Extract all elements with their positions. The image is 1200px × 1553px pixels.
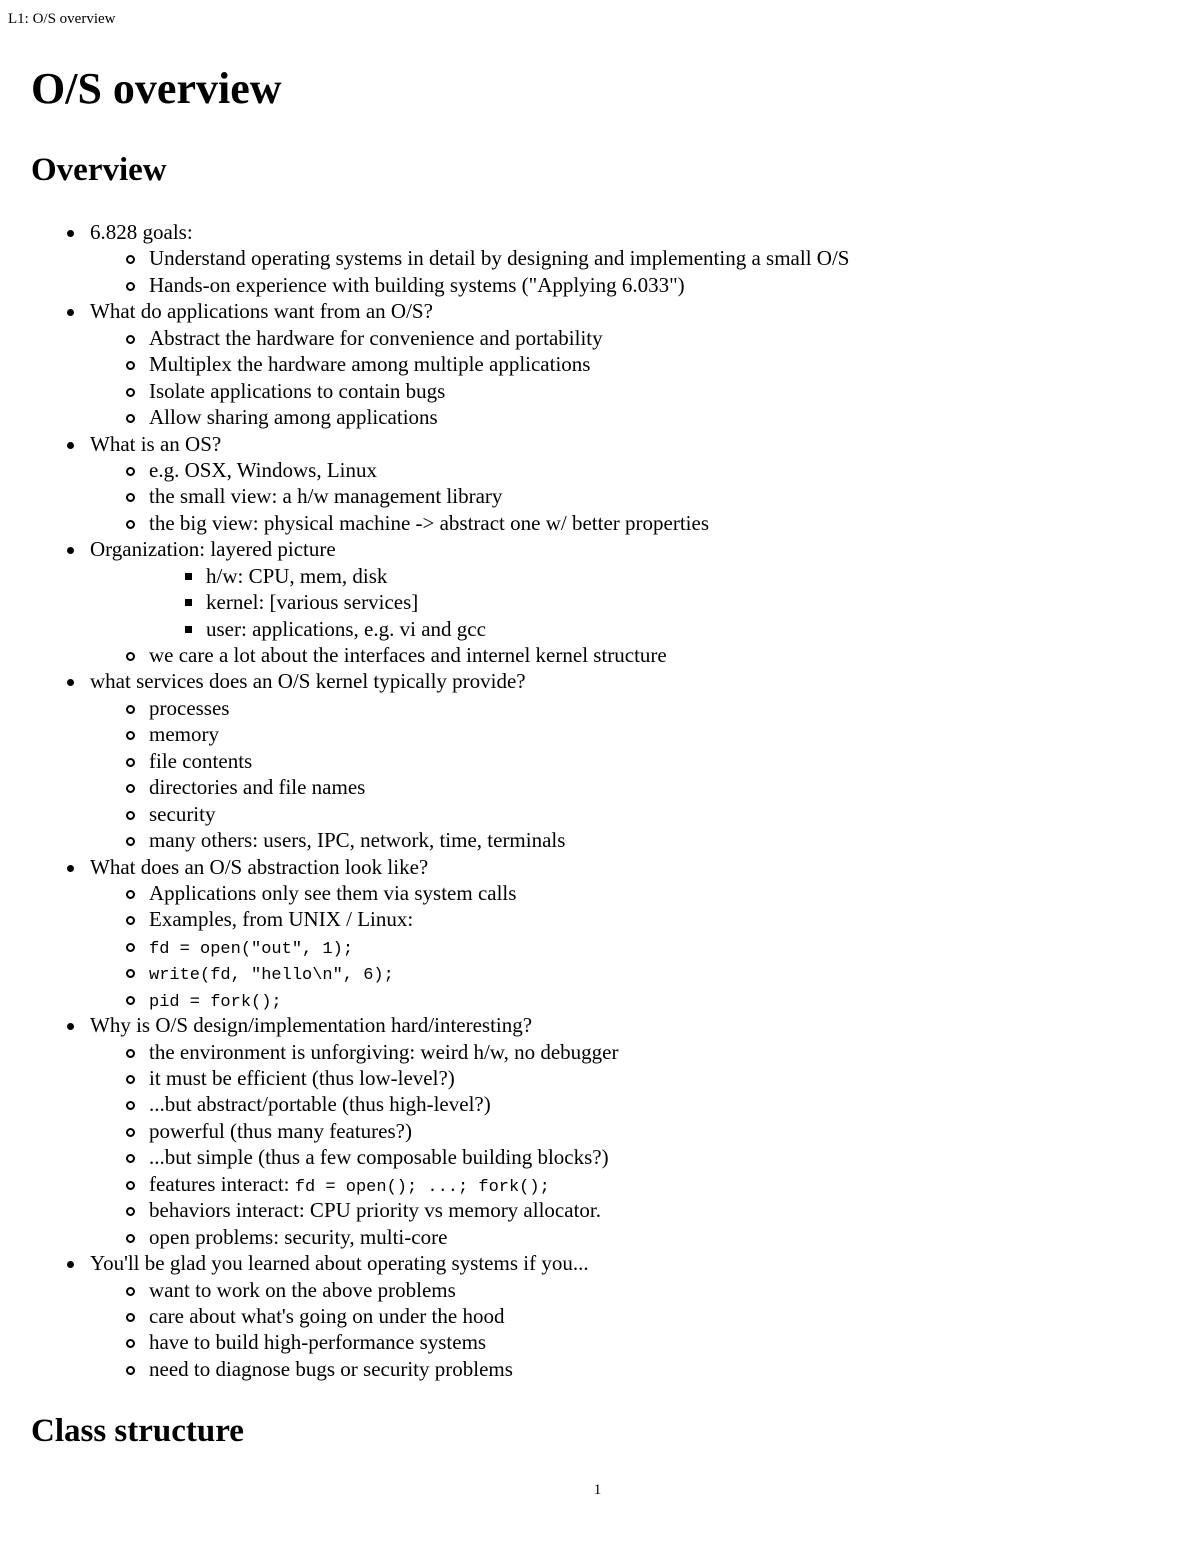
list-item-label: Organization: layered picture bbox=[90, 537, 336, 562]
list-item-text bbox=[149, 1303, 504, 1329]
square-bullet-icon bbox=[185, 599, 192, 606]
list-item-label: Multiplex the hardware among multiple applications bbox=[149, 352, 591, 377]
list-item-level-2 bbox=[0, 801, 1200, 827]
list-item-text bbox=[149, 1197, 601, 1223]
circle-bullet-icon bbox=[126, 943, 135, 952]
page-number: 1 bbox=[593, 1482, 602, 1498]
circle-bullet-icon bbox=[126, 969, 135, 978]
list-item-level-2 bbox=[0, 1118, 1200, 1144]
list-item-label: user: applications, e.g. vi and gcc bbox=[206, 616, 486, 641]
circle-bullet-icon bbox=[126, 1128, 135, 1137]
list-item-text bbox=[149, 404, 438, 430]
circle-bullet-icon bbox=[126, 520, 135, 529]
list-item-level-2 bbox=[0, 325, 1200, 351]
circle-bullet-icon bbox=[126, 1154, 135, 1163]
list-item-label: processes bbox=[149, 695, 230, 720]
list-item-label: the big view: physical machine -> abstract one w/ better properties bbox=[149, 510, 709, 535]
list-item-level-1 bbox=[0, 1012, 1200, 1038]
list-item-text bbox=[149, 1356, 513, 1382]
circle-bullet-icon bbox=[126, 890, 135, 899]
circle-bullet-icon bbox=[126, 758, 135, 767]
list-item-label: Hands-on experience with building systems ("Applying 6.033") bbox=[149, 272, 685, 297]
list-item-label: Why is O/S design/implementation hard/interesting? bbox=[90, 1013, 533, 1038]
list-item-label: features interact: bbox=[149, 1171, 295, 1196]
list-item-level-2 bbox=[0, 880, 1200, 906]
section-heading-class-structure: Class structure bbox=[31, 1413, 244, 1449]
list-item-level-2 bbox=[0, 1171, 1200, 1197]
list-item-text bbox=[149, 1224, 447, 1250]
list-item-text bbox=[90, 219, 193, 245]
list-item-level-1 bbox=[0, 298, 1200, 324]
list-item-label: the environment is unforgiving: weird h/w, no debugger bbox=[149, 1039, 619, 1064]
list-item-level-3 bbox=[0, 563, 1200, 589]
circle-bullet-icon bbox=[126, 784, 135, 793]
list-item-level-1 bbox=[0, 219, 1200, 245]
code-snippet: pid = fork(); bbox=[149, 992, 282, 1012]
list-item-label: What do applications want from an O/S? bbox=[90, 299, 433, 324]
list-item-text bbox=[90, 854, 428, 880]
list-item-label: h/w: CPU, mem, disk bbox=[206, 563, 388, 588]
list-item-label: directories and file names bbox=[149, 775, 366, 800]
list-item-level-2 bbox=[0, 1144, 1200, 1170]
circle-bullet-icon bbox=[126, 1234, 135, 1243]
list-item-label: care about what's going on under the hood bbox=[149, 1303, 505, 1328]
disc-bullet-icon bbox=[67, 865, 74, 872]
list-item-level-2 bbox=[0, 1065, 1200, 1091]
list-item-label: the small view: a h/w management library bbox=[149, 484, 503, 509]
circle-bullet-icon bbox=[126, 731, 135, 740]
list-item-text bbox=[90, 1250, 589, 1276]
list-item-text bbox=[149, 378, 445, 404]
list-item-text bbox=[149, 1144, 609, 1170]
list-item-text bbox=[149, 351, 590, 377]
list-item-label: it must be efficient (thus low-level?) bbox=[149, 1066, 455, 1090]
circle-bullet-icon bbox=[126, 493, 135, 502]
list-item-level-2 bbox=[0, 510, 1200, 536]
circle-bullet-icon bbox=[126, 1049, 135, 1058]
circle-bullet-icon bbox=[126, 811, 135, 820]
list-item-text bbox=[149, 1118, 412, 1144]
list-item-label: 6.828 goals: bbox=[90, 220, 193, 244]
list-item-level-2 bbox=[0, 1329, 1200, 1355]
list-item-text bbox=[149, 1065, 455, 1091]
list-item-level-2 bbox=[0, 457, 1200, 483]
list-item-text bbox=[149, 457, 377, 483]
list-item-label: many others: users, IPC, network, time, terminals bbox=[149, 828, 566, 853]
list-item-level-2 bbox=[0, 959, 1200, 985]
list-item-level-2 bbox=[0, 378, 1200, 404]
list-item-level-2 bbox=[0, 827, 1200, 853]
list-item-level-2 bbox=[0, 748, 1200, 774]
list-item-text bbox=[90, 668, 526, 694]
list-item-level-2 bbox=[0, 1356, 1200, 1382]
list-item-label: What is an OS? bbox=[90, 431, 222, 456]
list-item-level-2 bbox=[0, 642, 1200, 668]
list-item-level-2 bbox=[0, 986, 1200, 1012]
list-item-level-2 bbox=[0, 1039, 1200, 1065]
list-item-text bbox=[149, 1039, 619, 1065]
list-item-label: memory bbox=[149, 722, 219, 747]
code-snippet: fd = open(); ...; fork(); bbox=[294, 1177, 550, 1197]
list-item-label: powerful (thus many features?) bbox=[149, 1118, 412, 1143]
circle-bullet-icon bbox=[126, 414, 135, 423]
list-item-label: e.g. OSX, Windows, Linux bbox=[149, 457, 378, 482]
list-item-label: kernel: [various services] bbox=[206, 590, 419, 615]
list-item-text bbox=[149, 1091, 491, 1117]
list-item-text bbox=[206, 563, 387, 589]
list-item-level-2 bbox=[0, 245, 1200, 271]
list-item-label: Examples, from UNIX / Linux: bbox=[149, 907, 414, 932]
list-item-text bbox=[149, 245, 849, 271]
list-item-level-2 bbox=[0, 1277, 1200, 1303]
list-item-text bbox=[149, 721, 219, 747]
list-item-text bbox=[149, 774, 365, 800]
circle-bullet-icon bbox=[126, 467, 135, 476]
list-item-text bbox=[149, 880, 516, 906]
list-item-level-2 bbox=[0, 1197, 1200, 1223]
list-item-level-1 bbox=[0, 536, 1200, 562]
circle-bullet-icon bbox=[126, 282, 135, 291]
square-bullet-icon bbox=[185, 626, 192, 633]
disc-bullet-icon bbox=[67, 679, 74, 686]
circle-bullet-icon bbox=[126, 1339, 135, 1348]
list-item-level-2 bbox=[0, 933, 1200, 959]
list-item-label: behaviors interact: CPU priority vs memory allocator. bbox=[149, 1198, 601, 1223]
list-item-label: Abstract the hardware for convenience and portability bbox=[149, 325, 603, 350]
list-item-label: we care a lot about the interfaces and internel kernel structure bbox=[149, 643, 667, 667]
list-item-label: Understand operating systems in detail by designing and implementing a small O/S bbox=[149, 246, 850, 271]
circle-bullet-icon bbox=[126, 1313, 135, 1322]
overview-outline-list bbox=[0, 219, 1200, 1382]
code-snippet: write(fd, "hello\n", 6); bbox=[149, 966, 394, 986]
disc-bullet-icon bbox=[67, 1023, 74, 1030]
list-item-text bbox=[149, 510, 709, 536]
list-item-text bbox=[90, 1012, 532, 1038]
list-item-text bbox=[149, 801, 215, 827]
list-item-label: file contents bbox=[149, 748, 253, 773]
list-item-level-1 bbox=[0, 431, 1200, 457]
disc-bullet-icon bbox=[67, 1261, 74, 1268]
list-item-level-2 bbox=[0, 1224, 1200, 1250]
code-snippet: fd = open("out", 1); bbox=[149, 939, 354, 959]
list-item-text bbox=[149, 1329, 486, 1355]
list-item-label: open problems: security, multi-core bbox=[149, 1224, 448, 1249]
list-item-level-2 bbox=[0, 351, 1200, 377]
list-item-level-1 bbox=[0, 668, 1200, 694]
list-item-level-2 bbox=[0, 483, 1200, 509]
list-item-level-2 bbox=[0, 695, 1200, 721]
circle-bullet-icon bbox=[126, 916, 135, 925]
circle-bullet-icon bbox=[126, 1287, 135, 1296]
list-item-level-3 bbox=[0, 616, 1200, 642]
list-item-text bbox=[90, 298, 433, 324]
list-item-label: security bbox=[149, 801, 216, 826]
list-item-level-2 bbox=[0, 774, 1200, 800]
disc-bullet-icon bbox=[67, 309, 74, 316]
section-heading-overview: Overview bbox=[31, 152, 167, 188]
list-item-level-2 bbox=[0, 1303, 1200, 1329]
list-item-level-2 bbox=[0, 404, 1200, 430]
disc-bullet-icon bbox=[67, 230, 74, 237]
circle-bullet-icon bbox=[126, 255, 135, 264]
list-item-level-2 bbox=[0, 1091, 1200, 1117]
list-item-level-1 bbox=[0, 854, 1200, 880]
list-item-text bbox=[149, 325, 603, 351]
page-title: O/S overview bbox=[31, 64, 282, 113]
circle-bullet-icon bbox=[126, 361, 135, 370]
disc-bullet-icon bbox=[67, 547, 74, 554]
list-item-text bbox=[149, 483, 502, 509]
list-item-level-2 bbox=[0, 906, 1200, 932]
list-item-level-1 bbox=[0, 1250, 1200, 1276]
list-item-level-3 bbox=[0, 589, 1200, 615]
list-item-label: have to build high-performance systems bbox=[149, 1330, 487, 1355]
circle-bullet-icon bbox=[126, 705, 135, 714]
running-header: L1: O/S overview bbox=[8, 11, 116, 27]
circle-bullet-icon bbox=[126, 996, 135, 1005]
list-item-label: ...but simple (thus a few composable building blocks?) bbox=[149, 1145, 609, 1170]
list-item-level-2 bbox=[0, 721, 1200, 747]
list-item-text bbox=[206, 616, 486, 642]
list-item-label: Applications only see them via system calls bbox=[149, 880, 517, 905]
list-item-text bbox=[149, 272, 685, 298]
disc-bullet-icon bbox=[67, 442, 74, 449]
list-item-text bbox=[206, 589, 418, 615]
circle-bullet-icon bbox=[126, 1075, 135, 1084]
list-item-text bbox=[149, 1277, 456, 1303]
list-item-text bbox=[90, 431, 221, 457]
list-item-label: Allow sharing among applications bbox=[149, 405, 438, 430]
circle-bullet-icon bbox=[126, 335, 135, 344]
list-item-label: need to diagnose bugs or security problems bbox=[149, 1356, 513, 1381]
list-item-label: What does an O/S abstraction look like? bbox=[90, 854, 429, 879]
circle-bullet-icon bbox=[126, 652, 135, 661]
list-item-text bbox=[149, 642, 667, 668]
list-item-text bbox=[149, 695, 229, 721]
circle-bullet-icon bbox=[126, 1101, 135, 1110]
circle-bullet-icon bbox=[126, 1181, 135, 1190]
circle-bullet-icon bbox=[126, 388, 135, 397]
list-item-label: ...but abstract/portable (thus high-level?) bbox=[149, 1092, 491, 1117]
square-bullet-icon bbox=[185, 573, 192, 580]
list-item-text bbox=[149, 906, 413, 932]
circle-bullet-icon bbox=[126, 837, 135, 846]
list-item-text bbox=[90, 536, 336, 562]
list-item-label: Isolate applications to contain bugs bbox=[149, 378, 446, 403]
list-item-text bbox=[149, 748, 252, 774]
list-item-label: what services does an O/S kernel typically provide? bbox=[90, 669, 526, 694]
circle-bullet-icon bbox=[126, 1207, 135, 1216]
list-item-text bbox=[149, 827, 565, 853]
list-item-level-2 bbox=[0, 272, 1200, 298]
circle-bullet-icon bbox=[126, 1366, 135, 1375]
list-item-label: want to work on the above problems bbox=[149, 1277, 456, 1302]
list-item-label: You'll be glad you learned about operating systems if you... bbox=[90, 1251, 589, 1276]
